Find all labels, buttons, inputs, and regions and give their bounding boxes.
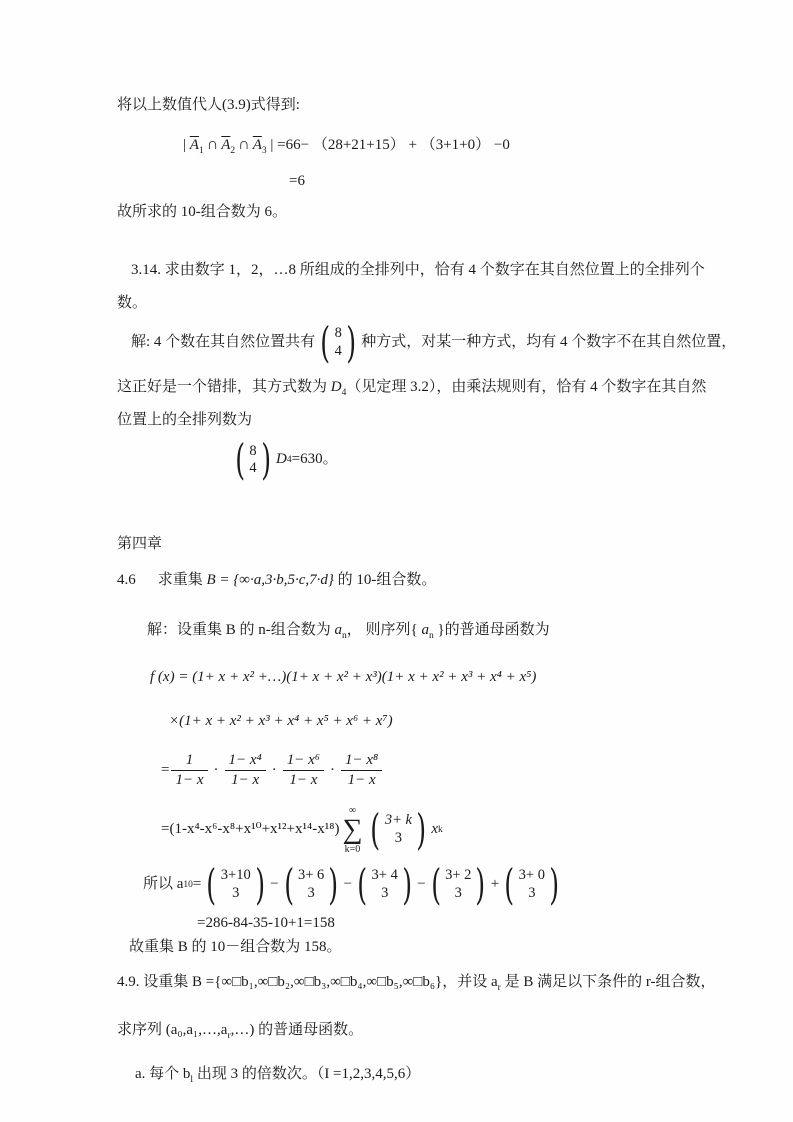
subscript-4: 4: [341, 387, 347, 398]
subscript-2: 2: [230, 145, 236, 156]
equals-sign: =: [161, 761, 170, 778]
formula-generating-function-line2: ×(1+ x + x² + x³ + x⁴ + x⁵ + x⁶ + x⁷): [169, 713, 393, 729]
formula-result-6: =6: [289, 172, 305, 189]
para-derangement-line2: 位置上的全排列数为: [117, 412, 253, 429]
fraction-4: $\frac{\text{1− x⁸}}{1- x}$: [341, 751, 382, 791]
para-314-line1: 3.14. 求由数字 1，2，…8 所组成的全排列中，恰有 4 个数字在其自然位置上的全排列个: [131, 262, 705, 278]
binomial-8-choose-4: ( 8 4 ): [235, 435, 271, 484]
binomial-7-choose-3: ( 3+ 4 3 ): [357, 859, 412, 909]
var-x: x: [431, 820, 438, 837]
subscript-n: n: [342, 630, 347, 641]
solution-text-pre: 解: 4 个数在其自然位置共有: [131, 333, 316, 350]
set-complement-a2: $\overline{A}$: [221, 136, 231, 153]
formula-series-expansion: =(1-x⁴-x⁶-x⁸+x¹⁰+x¹²+x¹⁴-x¹⁸) ∞ ∑ k=0 ( 3+ k 3 ) x k: [161, 804, 443, 855]
var-a: a: [421, 621, 429, 638]
paren-left: (: [370, 804, 381, 854]
para-derangement-line1: 这正好是一个错排，其方式数为 $D_4$（见定理 3.2），由乘法规则有，恰有 4 个数字在其自然: [117, 378, 707, 398]
intersection-symbol: ∩: [206, 135, 219, 153]
para-49-item-a: a. 每个 $b_l$ 出现 3 的倍数次。（I =1,2,3,4,5,6）: [135, 1065, 421, 1085]
para-314-line2: 数。: [117, 294, 148, 311]
subscript-r: r: [497, 983, 501, 994]
binomial-5-choose-3: ( 3+ 2 3 ): [430, 859, 486, 909]
para-conclusion-313: 故所求的 10-组合数为 6。: [117, 204, 287, 221]
paren-left: (: [235, 435, 246, 484]
paren-left: (: [320, 317, 331, 367]
var-D: D: [330, 378, 342, 395]
para-conclusion-46: 故重集 B 的 10－组合数为 158。: [129, 938, 342, 955]
operator-minus: −: [270, 875, 279, 892]
para-substitute-values: 将以上数值代人(3.9)式得到:: [117, 97, 300, 113]
paren-right: ): [346, 317, 356, 367]
binomial-9-choose-3: ( 3+ 6 3 ): [283, 859, 339, 909]
subscript-l: l: [190, 1074, 194, 1085]
binomial-13-choose-3: ( 3+10 3 ): [206, 859, 265, 909]
subscript-n: n: [428, 630, 434, 641]
pipe-left: |: [183, 136, 187, 153]
binomial-8-choose-4: ( 8 4 ): [320, 317, 356, 367]
problem-number-46: 4.6: [117, 571, 136, 588]
formula-rhs: =66− （28+21+15） + （3+1+0） −0: [277, 136, 510, 153]
fraction-1: $\frac{1}{1- x}$: [171, 751, 207, 791]
formula-a10: 所以 a 10 = ( 3+10 3 ) − ( 3+ 6 3 ) − ( 3+ 4 3 ) − ( 3+ 2 3 ) + ( 3+ 0 3 ): [143, 863, 703, 907]
dot-operator: ·: [330, 761, 335, 778]
subscript-r: r: [227, 1031, 231, 1041]
fraction-3: $\frac{\text{1− x⁶}}{1- x}$: [283, 751, 324, 791]
summation-symbol: ∞ ∑ k=0: [342, 804, 363, 855]
equals-630: =630。: [291, 451, 338, 468]
var-a: a: [334, 621, 343, 638]
chapter-heading: 第四章: [117, 536, 163, 552]
intersection-symbol: ∩: [238, 135, 250, 153]
dot-operator: ·: [213, 761, 219, 778]
binomial-3plusk-choose-3: ( 3+ k 3 ): [370, 804, 427, 854]
subscript-1: 1: [198, 145, 204, 156]
formula-generating-function-line1: f (x) = (1+ x + x² +…)(1+ x + x² + x³)(1+ x + x² + x³ + x⁴ + x⁵): [150, 669, 537, 686]
paren-right: ): [416, 804, 427, 854]
fraction-2: $\frac{\text{1− x⁴}}{1- x}$: [225, 751, 266, 791]
solution-text-post: 种方式，对某一种方式，均有 4 个数字不在其自然位置，: [361, 333, 737, 350]
var-D: D: [276, 451, 287, 468]
polynomial-prefix: =(1-x⁴-x⁶-x⁸+x¹⁰+x¹²+x¹⁴-x¹⁸): [161, 820, 340, 837]
operator-minus: −: [417, 875, 426, 892]
para-46-problem: 4.6 求重集 B = {∞·a,3·b,5·c,7·d} 的 10-组合数。: [117, 571, 437, 588]
para-46-solution-intro: 解：设重集 B 的 n-组合数为 $a_n$， 则序列{ $a_n$ }的普通母函数为: [147, 621, 550, 641]
set-complement-a1: $\overline{A}$: [189, 136, 199, 153]
dot-operator: ·: [271, 761, 277, 778]
formula-fractions: [161, 751, 703, 791]
paren-right: ): [260, 435, 271, 484]
para-314-solution: [131, 317, 737, 367]
binomial-3-choose-3: ( 3+ 0 3 ): [504, 859, 560, 909]
multiset-B-definition: B = {∞·a,3·b,5·c,7·d}: [206, 571, 334, 588]
operator-plus: +: [490, 875, 500, 892]
formula-314-result: ( 8 4 ) D 4 =630。: [230, 438, 703, 482]
pipe-right: |: [270, 136, 274, 153]
formula-a10-value: =286-84-35-10+1=158: [197, 914, 335, 931]
subscript-3: 3: [261, 145, 267, 156]
formula-inclusion-exclusion: [183, 133, 703, 157]
para-49-line1: 4.9. 设重集 B ={∞□b₁,∞□b₂,∞□b₃,∞□b₄,∞□b₅,∞□b₆}，并设 $a_r$ 是 B 满足以下条件的 r-组合数，: [117, 974, 716, 994]
para-49-line2: 求序列 $(a_0,a_1,\dots,a_r,\dots)$ 的普通母函数。: [117, 1022, 364, 1041]
set-complement-a3: $\overline{A}$: [252, 136, 262, 153]
operator-minus: −: [343, 875, 353, 892]
